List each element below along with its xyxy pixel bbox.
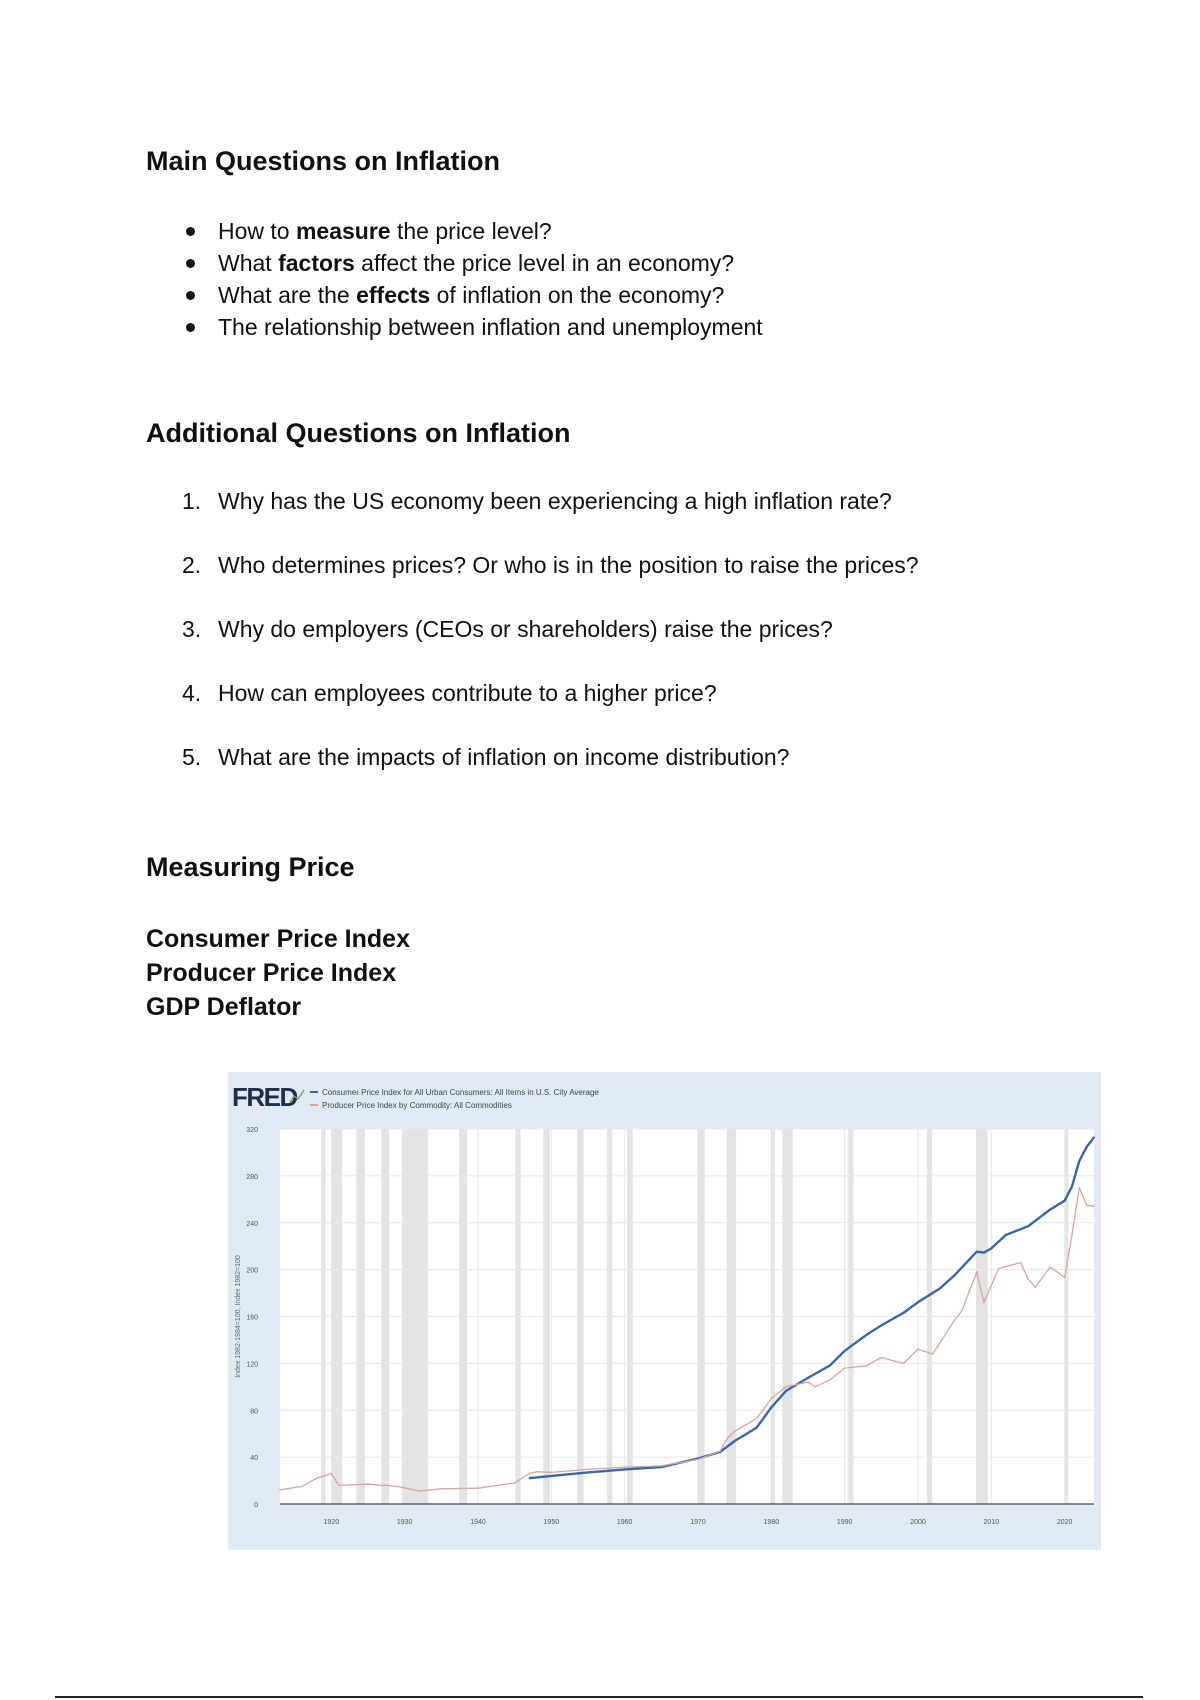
data-point (881, 1357, 883, 1359)
item-number: 4. (182, 680, 202, 706)
data-point (529, 1477, 531, 1479)
data-point (1027, 1225, 1029, 1227)
data-point (1005, 1234, 1007, 1236)
data-point (756, 1418, 758, 1420)
list-item (146, 549, 919, 581)
data-point (529, 1473, 531, 1475)
data-point (785, 1386, 787, 1388)
data-point (939, 1288, 941, 1290)
data-point (1027, 1278, 1029, 1280)
data-point (961, 1310, 963, 1312)
item-text: affect the price level in an economy? (354, 250, 735, 276)
item-text: the price level? (390, 218, 552, 244)
data-point (976, 1271, 978, 1273)
data-point (338, 1484, 340, 1486)
data-point (301, 1486, 303, 1488)
legend-label: Producer Price Index by Commodity: All Commodities (322, 1101, 512, 1110)
item-text: of inflation on the economy? (430, 282, 725, 308)
item-text: How can employees contribute to a higher price? (218, 680, 717, 706)
measure-ppi: Producer Price Index (146, 959, 397, 987)
x-tick-label: 1970 (690, 1519, 706, 1526)
y-axis-label: Index 1982-1984=100, Index 1982=100 (235, 1255, 242, 1378)
item-text: Who determines prices? Or who is in the position to raise the prices? (218, 552, 919, 578)
data-point (807, 1381, 809, 1383)
y-tick-label: 160 (246, 1314, 258, 1322)
data-point (881, 1325, 883, 1327)
measure-cpi: Consumer Price Index (146, 925, 410, 953)
x-tick-label: 1940 (470, 1519, 486, 1526)
data-point (551, 1475, 553, 1477)
y-tick-label: 0 (254, 1502, 258, 1509)
item-text: Why do employers (CEOs or shareholders) raise the prices? (218, 616, 833, 642)
data-point (397, 1486, 399, 1488)
data-point (998, 1268, 1000, 1270)
price-measures (146, 922, 410, 1024)
data-point (954, 1274, 956, 1276)
main-questions-list (146, 215, 763, 343)
x-tick-label: 1920 (323, 1519, 340, 1526)
item-number: 5. (182, 744, 202, 770)
data-point (734, 1431, 736, 1433)
y-tick-label: 120 (246, 1361, 258, 1369)
x-tick-label: 2000 (910, 1519, 926, 1526)
data-point (1093, 1206, 1095, 1208)
data-point (719, 1450, 721, 1452)
legend-label: Consumer Price Index for All Urban Consumers: All Items in U.S. City Average (322, 1088, 599, 1097)
item-emphasis: factors (278, 250, 355, 276)
data-point (477, 1487, 479, 1489)
data-point (983, 1252, 985, 1254)
data-point (734, 1440, 736, 1442)
item-number: 2. (182, 552, 202, 578)
data-point (536, 1471, 538, 1473)
data-point (866, 1334, 868, 1336)
item-emphasis: effects (356, 282, 431, 308)
list-item (146, 215, 763, 247)
list-item (146, 613, 919, 645)
heading-main-questions: Main Questions on Inflation (146, 146, 500, 176)
data-point (624, 1466, 626, 1468)
additional-questions-list (146, 485, 919, 805)
data-point (807, 1377, 809, 1379)
data-point (441, 1488, 443, 1490)
y-tick-label: 320 (246, 1127, 258, 1134)
data-point (866, 1365, 868, 1367)
data-point (1079, 1187, 1081, 1189)
y-tick-label: 280 (246, 1173, 258, 1181)
data-point (331, 1473, 333, 1475)
data-point (829, 1365, 831, 1367)
item-text: The relationship between inflation and unemployment (218, 314, 763, 340)
data-point (917, 1301, 919, 1303)
heading-additional-questions: Additional Questions on Inflation (146, 418, 571, 448)
y-tick-label: 240 (246, 1220, 258, 1228)
x-tick-label: 1990 (836, 1519, 853, 1526)
heading-measuring-price: Measuring Price (146, 852, 355, 882)
item-text: What are the (218, 282, 357, 308)
data-point (1086, 1146, 1088, 1148)
item-text: What are the impacts of inflation on income distribution? (218, 744, 790, 770)
list-item (146, 485, 919, 517)
data-point (932, 1353, 934, 1355)
x-tick-label: 1960 (616, 1519, 633, 1526)
x-tick-label: 2010 (983, 1519, 1000, 1526)
y-tick-label: 80 (250, 1408, 258, 1416)
y-tick-label: 40 (250, 1455, 258, 1463)
item-number: 1. (182, 488, 202, 514)
data-point (661, 1465, 663, 1467)
data-point (419, 1490, 421, 1492)
data-point (903, 1363, 905, 1365)
data-point (844, 1350, 846, 1352)
item-text: Why has the US economy been experiencing a high inflation rate? (218, 488, 892, 514)
measure-gdp-deflator: GDP Deflator (146, 993, 302, 1021)
data-point (785, 1390, 787, 1392)
x-tick-label: 1950 (543, 1519, 560, 1526)
page-bottom-rule (55, 1696, 1143, 1698)
data-point (1020, 1262, 1022, 1264)
item-number: 3. (182, 616, 202, 642)
data-point (903, 1312, 905, 1314)
list-item (146, 311, 763, 343)
data-point (587, 1469, 589, 1471)
fred-chart-svg (228, 1072, 1101, 1550)
data-point (771, 1407, 773, 1409)
list-item (146, 247, 763, 279)
data-point (1057, 1271, 1059, 1273)
data-point (1049, 1209, 1051, 1211)
data-point (1079, 1160, 1081, 1162)
data-point (1064, 1277, 1066, 1279)
data-point (829, 1379, 831, 1381)
item-text: What (218, 250, 279, 276)
data-point (756, 1427, 758, 1429)
list-item (146, 677, 919, 709)
fred-chart (228, 1072, 1101, 1550)
data-point (1064, 1200, 1066, 1202)
data-point (279, 1489, 281, 1491)
data-point (697, 1459, 699, 1461)
data-point (815, 1386, 817, 1388)
x-tick-label: 2020 (1056, 1519, 1073, 1526)
data-point (514, 1482, 516, 1484)
data-point (976, 1251, 978, 1253)
list-item (146, 279, 763, 311)
data-point (551, 1472, 553, 1474)
data-point (316, 1477, 318, 1479)
fred-logo: FRED (232, 1082, 297, 1112)
data-point (1071, 1186, 1073, 1188)
data-point (367, 1483, 369, 1485)
list-item (146, 741, 919, 773)
data-point (1086, 1204, 1088, 1206)
data-point (1049, 1266, 1051, 1268)
data-point (1093, 1136, 1095, 1138)
data-point (983, 1302, 985, 1304)
data-point (587, 1472, 589, 1474)
data-point (844, 1367, 846, 1369)
x-tick-label: 1930 (396, 1519, 413, 1526)
y-tick-label: 200 (246, 1267, 258, 1275)
item-emphasis: measure (295, 218, 391, 244)
data-point (991, 1248, 993, 1250)
data-point (624, 1469, 626, 1471)
data-point (771, 1398, 773, 1400)
x-tick-label: 1980 (763, 1519, 780, 1526)
item-text: How to (218, 218, 296, 244)
data-point (1035, 1286, 1037, 1288)
data-point (727, 1438, 729, 1440)
data-point (917, 1349, 919, 1351)
data-point (954, 1319, 956, 1321)
data-point (1071, 1234, 1073, 1236)
